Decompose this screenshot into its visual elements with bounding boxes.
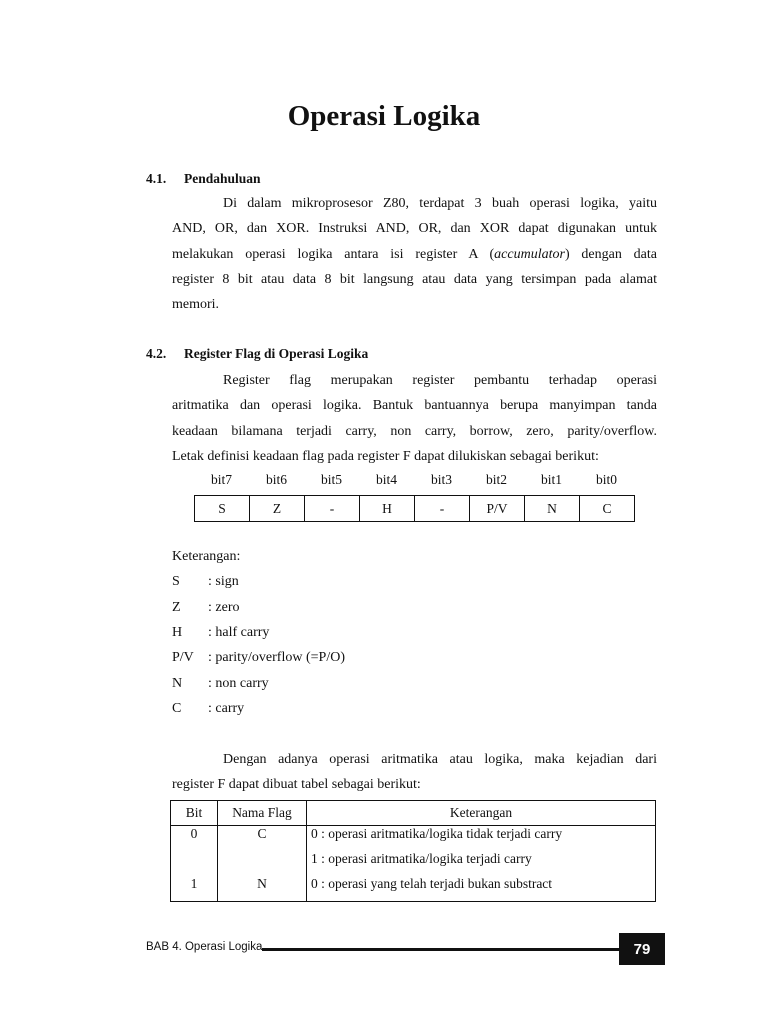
page-number: 79 — [619, 933, 665, 965]
flag-cell: H — [360, 496, 415, 522]
flag-cell: P/V — [470, 496, 525, 522]
bit-label: bit2 — [485, 472, 507, 487]
bit-label: bit1 — [540, 472, 562, 487]
column-header: Nama Flag — [218, 801, 307, 826]
column-header: Bit — [171, 801, 218, 826]
legend-desc: : non carry — [208, 676, 269, 691]
legend-desc: : carry — [208, 701, 245, 716]
flag-description-table — [170, 800, 656, 902]
paragraph-line: Dengan adanya operasi aritmatika atau logika, maka kejadian dari — [223, 752, 657, 767]
flag-cell: - — [415, 496, 470, 522]
italic-term: accumulator — [494, 246, 565, 262]
table-cell: 0 — [171, 826, 218, 852]
paragraph-line: register F dapat dibuat tabel sebagai berikut: — [172, 777, 421, 793]
bit-label: bit6 — [265, 472, 287, 487]
paragraph-table-intro — [172, 747, 657, 798]
paragraph-line: keadaan bilamana terjadi carry, non carry, borrow, zero, parity/overflow. — [172, 423, 657, 439]
table-row — [171, 851, 656, 876]
section-number-4-2: 4.2. — [146, 346, 167, 361]
bit-label: bit3 — [430, 472, 452, 487]
paragraph-line: Letak definisi keadaan flag pada register F dapat dilukiskan sebagai berikut: — [172, 448, 599, 464]
column-header: Keterangan — [307, 801, 656, 826]
legend-key: S — [172, 574, 180, 589]
bit-label: bit7 — [210, 472, 232, 487]
paragraph-line: Register flag merupakan register pembantu terhadap operasi — [223, 373, 657, 388]
table-header-row — [171, 801, 656, 826]
paragraph-line: Di dalam mikroprosesor Z80, terdapat 3 buah operasi logika, yaitu — [223, 196, 657, 211]
paragraph-register-flag — [172, 368, 657, 469]
section-number-4-1: 4.1. — [146, 171, 167, 186]
legend-desc: : parity/overflow (=P/O) — [208, 650, 345, 665]
legend-key: C — [172, 701, 182, 716]
flag-cell: C — [580, 496, 635, 522]
table-row — [171, 876, 656, 902]
table-cell — [218, 851, 307, 876]
legend-desc: : zero — [208, 600, 240, 615]
section-heading-pendahuluan: Pendahuluan — [184, 171, 261, 186]
flag-cell: S — [195, 496, 250, 522]
paragraph-pendahuluan — [172, 191, 657, 317]
table-cell: N — [218, 876, 307, 902]
flag-register-table — [194, 495, 635, 522]
table-cell: 0 : operasi aritmatika/logika tidak terjadi carry — [307, 826, 656, 852]
footer-chapter-label: BAB 4. Operasi Logika — [146, 941, 263, 953]
legend-desc: : sign — [208, 574, 239, 589]
paragraph-line: aritmatika dan operasi logika. Bantuk bantuannya berupa manyimpan tanda — [172, 398, 657, 414]
section-heading-register-flag: Register Flag di Operasi Logika — [184, 346, 369, 361]
flag-cell: Z — [250, 496, 305, 522]
legend-key: N — [172, 676, 183, 691]
footer-rule — [262, 948, 622, 951]
bit-label: bit0 — [595, 472, 617, 487]
table-row — [195, 496, 635, 522]
table-row — [171, 826, 656, 852]
legend-title: Keterangan: — [172, 549, 241, 564]
legend-key: P/V — [172, 650, 194, 665]
paragraph-line: memori. — [172, 297, 220, 313]
table-cell: 1 : operasi aritmatika/logika terjadi carry — [307, 851, 656, 876]
paragraph-line: register 8 bit atau data 8 bit langsung atau data yang tersimpan pada alamat — [172, 271, 657, 287]
table-cell: 0 : operasi yang telah terjadi bukan substract — [307, 876, 656, 902]
flag-cell: - — [305, 496, 360, 522]
legend-key: Z — [172, 600, 181, 615]
paragraph-line: melakukan operasi logika antara isi register A (accumulator) dengan data — [172, 246, 657, 262]
bit-label: bit5 — [320, 472, 342, 487]
flag-cell: N — [525, 496, 580, 522]
legend-key: H — [172, 625, 183, 640]
page-title: Operasi Logika — [287, 100, 481, 132]
table-cell — [171, 851, 218, 876]
legend-desc: : half carry — [208, 625, 270, 640]
bit-label: bit4 — [375, 472, 397, 487]
table-cell: C — [218, 826, 307, 852]
table-cell: 1 — [171, 876, 218, 902]
paragraph-line: AND, OR, dan XOR. Instruksi AND, OR, dan XOR dapat digunakan untuk — [172, 221, 657, 237]
